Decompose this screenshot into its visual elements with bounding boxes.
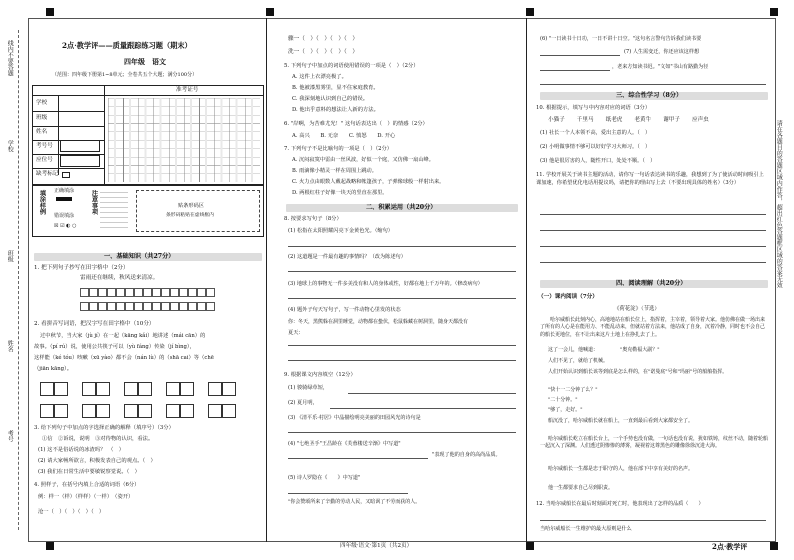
q8-example: 你：冬天，黑熊躲在洞里睡觉，动物都在蛰伏，松鼠躲藏在树洞里，随身天都没有 <box>288 319 469 325</box>
word-option: 谢甲子 <box>663 117 680 123</box>
page-footer: 四年级·语文·第1页（共2页） <box>340 543 413 549</box>
bubble-grid-columns <box>108 98 260 182</box>
q7-option-d: D. 两根红柱子好像一块天的竖直在那里。 <box>292 190 388 196</box>
answer-line[interactable] <box>288 493 408 494</box>
q5-option-d: D. 他出乎意料的想法让人新的方法。 <box>292 107 379 113</box>
q9-item-4-tail: "表现了他的自身的高尚品质。 <box>432 452 501 458</box>
word-option: 老黄牛 <box>634 117 652 123</box>
fill-correct-label: 正确填涂 <box>54 188 75 194</box>
answer-line[interactable] <box>348 393 516 394</box>
word-option: 小猫子 <box>548 117 565 123</box>
q2-line-2: 故事。（pí rú）说，使用公共筷子可以（yù fáng）传染（jí bìng）， <box>34 344 195 350</box>
label-school: 学校 <box>36 100 48 106</box>
reading-paragraph-1: 哈尔威船长此刻内心，高地地站在船长位上，指挥着，主宰着，领导着大家。他仿佛在做一场出来了所有的人心是在能用力、不能乱动来，但就站着方法来，他站成了自身，沉着冷静，同时也不会自己的船长更地位，在不让出来这片土地上在挣扎去了上。 <box>540 317 766 338</box>
reading-quote-2: "快十一二分钟了么？" <box>548 387 598 393</box>
grade-subject: 四年级 语文 <box>124 57 166 66</box>
q10-item-3: (3) 他是很厉害的人，随性开口，处处不顺。（ ） <box>540 158 656 164</box>
label-name: 姓名 <box>36 129 48 135</box>
q9-prompt: 9. 根据课文内容填空（12分） <box>284 372 356 378</box>
section-2-title: 二、积累运用（共20分） <box>366 204 437 211</box>
section-1-title: 一、基础知识（共27分） <box>104 253 175 260</box>
reading-subtitle: （一）课内阅读（7分） <box>538 294 598 300</box>
reading-paragraph-7: 船沉没了，哈尔威船长就在船上，一直到最后看到大家都安全了。 <box>548 418 694 424</box>
q8-item-2: (2) 这道题是一件最有趣的事情吗？（改为陈述句） <box>288 254 406 260</box>
q1-writing-grid-row1[interactable] <box>80 288 215 297</box>
q1-source-text: 雷雨还在继续，秋风送来清凉。 <box>80 275 159 281</box>
q12-followup: 当哈尔威船长一生维护的最大原则是什么 <box>540 526 632 532</box>
reading-paragraph-6: "够了，走好。" <box>548 407 583 413</box>
answer-line[interactable] <box>288 271 516 272</box>
word-option: 应声虫 <box>691 117 709 123</box>
q3-item-3: (3) 我们在日常生活中要敏锐察觉说。（ ） <box>38 469 140 475</box>
q3-item-2: (2) 请大家畅所欲言，积极发表自己的观点。（ ） <box>38 458 156 464</box>
q9-item-3: (3) 《清平乐·村居》中晶描绘明亮美丽的田园风光的诗句是 <box>288 415 421 421</box>
q5-prompt: 5. 下列句子中加点的词语使用错误的一项是（ ）（2分） <box>284 63 419 69</box>
q7-option-c: C. 火力点由眼数人戴起战略和帐篷孩子，子弹像球般一样射出来。 <box>292 179 445 185</box>
margin-hint: 线内不要答题 <box>6 40 14 76</box>
q4-pair-2: 洗一（ ）（ ）（ ）（ ） <box>288 49 358 55</box>
reading-paragraph-8: 哈尔威船长屹立在船长台上，一个手势也没有做，一句话也没有说，犹如铁铸，纹丝不动，随着轮船一起沉入了深渊。人们透过阴惨惨的薄雾，凝视着这尊黑色的雕像徐徐沉进大海。 <box>540 436 769 450</box>
reading-paragraph-4: 人们开始认识到船长该等到底是怎么样的，在"诺曼底"号和"玛丽"号的船舶指挥。 <box>548 369 728 375</box>
label-class: 班级 <box>36 115 48 121</box>
q9-item-4: (4) "七绝圣手"王昌龄在《芙蓉楼送辛渐》中写道" <box>288 441 401 447</box>
q4-example: 例：样一（样）（样样）（一样） （姿开） <box>38 494 134 500</box>
answer-line[interactable] <box>540 214 766 215</box>
q6-prompt: 6. "岸啊，为苦难尤光！" 这句话表达出（ ）的情感（2分） <box>284 121 428 127</box>
answer-line[interactable] <box>288 458 428 459</box>
column-divider-1 <box>266 18 267 542</box>
word-option: 纸老虎 <box>605 117 623 123</box>
exam-number-label: 准考证号 <box>176 87 199 93</box>
margin-label-school: 学校 <box>6 140 14 152</box>
q2-line-4: （jiān kāng）。 <box>34 366 73 372</box>
seat-no-field[interactable] <box>60 155 100 167</box>
reading-title: 《荷花淀》（节选） <box>614 306 660 312</box>
exam-scope: （范围：四年级下册第1~8单元；全卷共五个大题；满分100分） <box>52 72 198 78</box>
absent-checkbox[interactable] <box>62 172 70 178</box>
q12-prompt: 12. 当哈尔威船长在最后时刻面对死亡时，他表现出了怎样的品质（ ） <box>536 501 704 507</box>
answer-line[interactable] <box>540 70 610 71</box>
answer-line[interactable] <box>540 230 766 231</box>
q9-item-6-mid: (7) 人生需变迁，你还应该这样想 <box>624 49 700 55</box>
section-3-title: 三、综合性学习（8分） <box>616 92 683 99</box>
answer-line[interactable] <box>288 246 516 247</box>
label-absent: 缺考标记 <box>36 171 59 177</box>
q11-prompt: 11. 学校开展关于读书主题的活动，请你写一句话表达读书的乐趣，我想到了为了使活动时间吸引上课加速，你希望优化电话用提议吗，请把你的理由写上去（不要出现具体的姓名）（3分） <box>536 172 764 186</box>
reading-paragraph-10: 他一生都要求自己尽到职责。 <box>548 485 614 491</box>
q4-item: 沧一（ ）（ ）（ ）（ ） <box>38 509 105 515</box>
wrong-fill-marks: ☒ ☑ ◐ ○ <box>54 223 77 229</box>
margin-label-class: 班级 <box>6 250 14 262</box>
q1-prompt: 1. 把下列句子抄写在田字格中（2分） <box>34 265 129 271</box>
margin-label-id: 考号 <box>6 430 14 442</box>
answer-line[interactable] <box>540 55 620 56</box>
fill-example-title: 填涂样例 <box>38 190 46 215</box>
right-margin-note: 请在各题目的答题区域内作答，超出红色答题框区域的答案无效 <box>775 120 783 288</box>
correct-fill-mark <box>56 197 72 201</box>
notes-text <box>100 192 128 232</box>
answer-line[interactable] <box>288 298 516 299</box>
reading-paragraph-3: 人们不见了，就给了机械。 <box>548 358 609 364</box>
q9-item-6: (6) "一日读书十日功，一日不讲十日空。"这句名言警句告诉我们读书要 <box>540 36 702 42</box>
answer-line[interactable] <box>288 345 516 346</box>
q8-item-1: (1) 松指在太阳照耀闪亮下金黄色光。（缩句） <box>288 228 393 234</box>
q3-options: ①信 ②诉说，说明 ③对待物的认识，看法。 <box>42 436 154 442</box>
q10-item-2: (2) 小明做事情不够可以好好学习大师习。（ ） <box>540 144 651 150</box>
q9-item-6-tail: ，老来方知读书迟。"文如"书山有路勤为径 <box>612 64 709 70</box>
answer-line[interactable] <box>288 432 516 433</box>
answer-line[interactable] <box>288 360 516 361</box>
q10-prompt: 10. 根据提示，填写与中内容对应的词语（3分） <box>536 105 651 111</box>
q1-writing-grid-row2[interactable] <box>80 302 215 311</box>
fill-wrong-label: 错误填涂 <box>54 213 75 219</box>
q9-item-5-tail: "你会赞颂所来了辛勤的劳动人民，又暗讽了不劳而获的人。 <box>288 499 421 505</box>
notes-title: 注意事项 <box>90 190 98 215</box>
answer-line[interactable] <box>540 84 766 85</box>
q9-item-1: (1) 骏骑绿草短， <box>288 385 329 391</box>
q4-prompt: 4. 照样子，在括号内填上合适的词语（6分） <box>34 482 140 488</box>
brand-footer: 2点·教学评 <box>712 542 748 551</box>
column-divider-2 <box>526 18 527 542</box>
margin-label-name: 姓名 <box>6 340 14 352</box>
answer-line[interactable] <box>540 246 766 247</box>
section-4-title: 四、阅读理解（共20分） <box>616 280 687 287</box>
answer-line[interactable] <box>540 520 766 521</box>
q5-option-c: C. 我深刻地认识到自己的错误。 <box>292 96 369 102</box>
q10-word-bank <box>548 118 709 124</box>
q4-pair-1: 骤一（ ）（ ）（ ）（ ） <box>288 36 358 42</box>
label-exam-no: 考号号 <box>36 143 53 149</box>
reading-quote-1: "奥克勒福大副？" <box>620 347 660 353</box>
q5-option-a: A. 这件上衣漂亮极了。 <box>292 74 347 80</box>
reading-paragraph-5: "二十分钟。" <box>548 397 578 403</box>
page-title: 2点·教学评——质量跟踪练习题（期末） <box>62 41 192 50</box>
barcode-label: 贴条形码区 <box>178 203 204 209</box>
q7-option-a: A. 沉闷寂寞中雷由一丝风波，好似一个庭，又仿佛一扇山峰。 <box>292 157 434 163</box>
q2-prompt: 2. 看拼音写词语，把汉字写在田字格中（10分） <box>34 321 155 327</box>
q3-item-1: (1) 这不是俗话说的冰渣吗？ （ ） <box>38 447 124 453</box>
q9-item-5: (5) 诗人罗隐在《 》中写道" <box>288 475 361 481</box>
q5-option-b: B. 他被漆黑雾里，显不住家庭教育。 <box>292 85 379 91</box>
q10-item-1: (1) 社长一个人本领不高，爱出主意的人。（ ） <box>540 130 651 136</box>
word-option: 千里马 <box>576 117 594 123</box>
q3-prompt: 3. 给下列句子中加点的字选择正确的解释（填序号）（3分） <box>34 425 174 431</box>
barcode-note: 条形码粘贴在虚线框内 <box>166 213 214 218</box>
reading-paragraph-2: 这了一会儿，他喊道： <box>548 347 599 353</box>
q8-prompt: 8. 按要求写句子（8分） <box>284 216 342 222</box>
q8-item-4: (4) 题外子句天写句子，写一件动物心里发的状态 <box>288 307 401 313</box>
q2-line-1: 过中秋节，当大家（jù jí）在一起（kāng kǎi）地讲述（mái cān）的 <box>40 333 206 339</box>
q7-prompt: 7. 下列句子不是比喻句的一项是（ ）（2分） <box>284 146 393 152</box>
answer-line[interactable] <box>330 408 516 409</box>
q2-line-3: 这样能（ké tóu）咳嗽（xū yào）都不会（nán lù）的（shā cai）等（chē <box>34 355 214 361</box>
answer-line[interactable] <box>540 262 766 263</box>
q6-options: A. 高兴 B. 无奈 C. 愤怒 D. 开心 <box>292 133 396 139</box>
q9-item-2: (2) 夏月明， <box>288 400 318 406</box>
label-seat-no: 应位号 <box>36 157 53 163</box>
exam-no-field[interactable] <box>60 140 100 152</box>
barcode-area <box>136 190 260 232</box>
q8-summer-label: 夏天： <box>288 330 304 336</box>
reading-paragraph-9: 哈尔威船长一生都是忠于职守的人，他在部下中享有美好的名声。 <box>548 466 694 472</box>
q8-item-3: (3) 地球上的事物无一件多美没有和人的身体或性，好都在地上千万年的。（修改病句） <box>288 281 483 287</box>
q7-option-b: B. 雨滴像小精灵一样在周围上跳动。 <box>292 168 377 174</box>
